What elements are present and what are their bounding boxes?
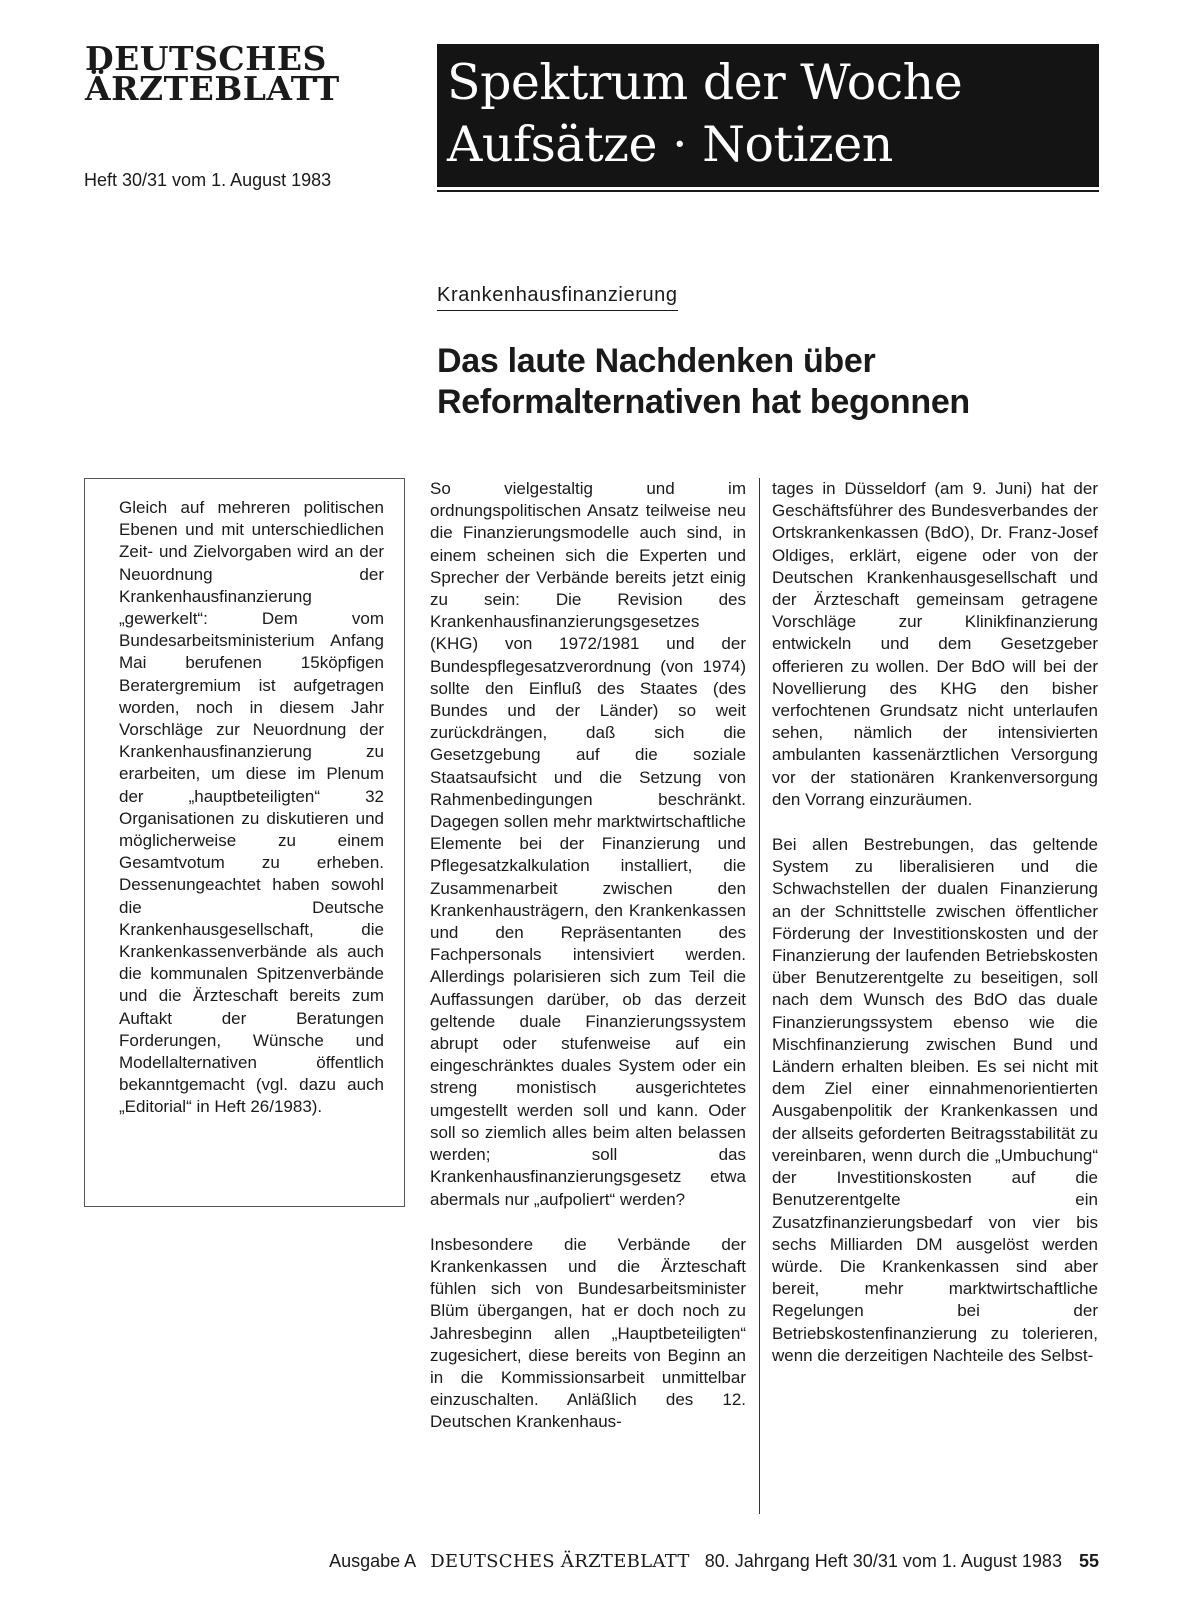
article-headline (437, 341, 1087, 423)
issue-line: Heft 30/31 vom 1. August 1983 (84, 170, 332, 190)
body-paragraph: So vielgestaltig und im ordnungspolitischen Ansatz teilweise neu die Finanzierungsmodelle auch sind, in einem scheinen sich die Experten und Sprecher der Verbände bereits jetzt einig zu sein: Die Revision des Krankenhausfinanzierungsgesetzes (KHG) von 1972/1981 und der Bundespflegesatzverordnung (von 1974) sollte den Einfluß des Staates (des Bundes und der Länder) so weit zurückdrängen, daß sich die Gesetzgebung auf die soziale Staatsaufsicht und die Setzung von Rahmenbedingungen beschränkt. Dagegen sollen mehr marktwirtschaftliche Elemente bei der Finanzierung und Pflegesatzkalkulation installiert, die Zusammenarbeit zwischen den Krankenhausträgern, den Krankenkassen und den Repräsentanten des Fachpersonals intensiviert werden. Allerdings polarisieren sich zum Teil die Auffassungen darüber, ob das derzeit geltende duale Finanzierungssystem abrupt oder stufenweise auf ein eingeschränktes duales System oder ein streng monistisch ausgerichtetes umgestellt werden soll und kann. Oder soll so ziemlich alles beim alten belassen werden; soll das Krankenhausfinanzierungsgesetz etwa abermals nur „aufpoliert“ werden? (430, 479, 746, 1209)
column-divider (759, 478, 760, 1514)
summary-text: Gleich auf mehreren politischen Ebenen und mit unterschiedlichen Zeit- und Zielvorgaben wird an der Neuordnung der Krankenhausfinanzierung „gewerkelt“: Dem vom Bundesarbeitsministerium Anfang Mai berufenen 15köpfigen Beratergremium ist aufgetragen worden, noch in diesem Jahr Vorschläge zur Neuordnung der Krankenhausfinanzierung zu erarbeiten, um diese im Plenum der „hauptbeteiligten“ 32 Organisationen zu diskutieren und möglicherweise zu einem Gesamtvotum zu erheben. Dessenungeachtet haben sowohl die Deutsche Krankenhausgesellschaft, die Krankenkassenverbände als auch die kommunalen Spitzenverbände und die Ärzteschaft bereits zum Auftakt der Beratungen Forderungen, Wünsche und Modellalternativen öffentlich bekanntgemacht (vgl. dazu auch „Editorial“ in Heft 26/1983). (119, 498, 384, 1117)
section-title-line-1: Spektrum der Woche (447, 54, 963, 111)
headline-line-2: Reformalternativen hat begonnen (437, 383, 970, 421)
brand-line-1: DEUTSCHES (85, 39, 327, 78)
article-kicker: Krankenhausfinanzierung (437, 284, 678, 311)
brand-line-2: ÄRZTEBLATT (85, 69, 340, 108)
page-number: 55 (1078, 1551, 1099, 1571)
banner-rule (437, 190, 1099, 192)
body-paragraph: Bei allen Bestrebungen, das geltende System zu liberalisieren und die Schwachstellen der dualen Finanzierung an der Schnittstelle zwischen öffentlicher Förderung der Investitionskosten und der Finanzierung der laufenden Betriebskosten über Benutzerentgelte zu beseitigen, soll nach dem Wunsch des BdO das duale Finanzierungssystem ebenso wie die Mischfinanzierung zwischen Bund und Ländern erhalten bleiben. Es sei nicht mit dem Ziel einer einnahmenorientierten Ausgabenpolitik der Krankenkassen und der allseits geforderten Beitragsstabilität zu vereinbaren, wenn durch die „Umbuchung“ der Investitionskosten auf die Benutzerentgelte ein Zusatzfinanzierungsbedarf von vier bis sechs Milliarden DM ausgelöst werden würde. Die Krankenkassen sind aber bereit, mehr marktwirtschaftliche Regelungen bei der Betriebskostenfinanzierung zu tolerieren, wenn die derzeitigen Nachteile des Selbst- (772, 835, 1098, 1365)
footer-edition: Ausgabe A (329, 1551, 416, 1571)
summary-box (84, 478, 405, 1207)
body-paragraph: tages in Düsseldorf (am 9. Juni) hat der Geschäftsführer des Bundesverbandes der Ortskrankenkassen (BdO), Dr. Franz-Josef Oldiges, erklärt, eigene oder von der Deutschen Krankenhausgesellschaft und der Ärzteschaft gemeinsam getragene Vorschläge zur Klinikfinanzierung entwickeln und dem Gesetzgeber offerieren zu wollen. Der BdO will bei der Novellierung des KHG den bisher verfochtenen Grundsatz nicht unterlaufen sehen, nämlich der intensivierten ambulanten kassenärztlichen Versorgung vor der stationären Krankenversorgung den Vorrang einzuräumen. (772, 479, 1098, 809)
body-column-2 (772, 478, 1098, 1390)
section-title-line-2: Aufsätze · Notizen (447, 116, 893, 173)
page-footer (329, 1551, 1099, 1572)
footer-volume: 80. Jahrgang Heft 30/31 vom 1. August 1983 (704, 1551, 1062, 1571)
body-column-1 (430, 478, 746, 1457)
masthead-brand (85, 39, 340, 108)
headline-line-1: Das laute Nachdenken über (437, 342, 876, 380)
body-paragraph: Insbesondere die Verbände der Krankenkassen und die Ärzteschaft fühlen sich von Bundesarbeitsminister Blüm übergangen, hat er doch noch zu Jahresbeginn allen „Hauptbeteiligten“ zugesichert, diese bereits von Beginn an in die Kommissionsarbeit unmittelbar einzuschalten. Anläßlich des 12. Deutschen Krankenhaus- (430, 1234, 746, 1432)
section-banner (437, 44, 1099, 187)
footer-brand: DEUTSCHES ÄRZTEBLATT (430, 1551, 690, 1572)
